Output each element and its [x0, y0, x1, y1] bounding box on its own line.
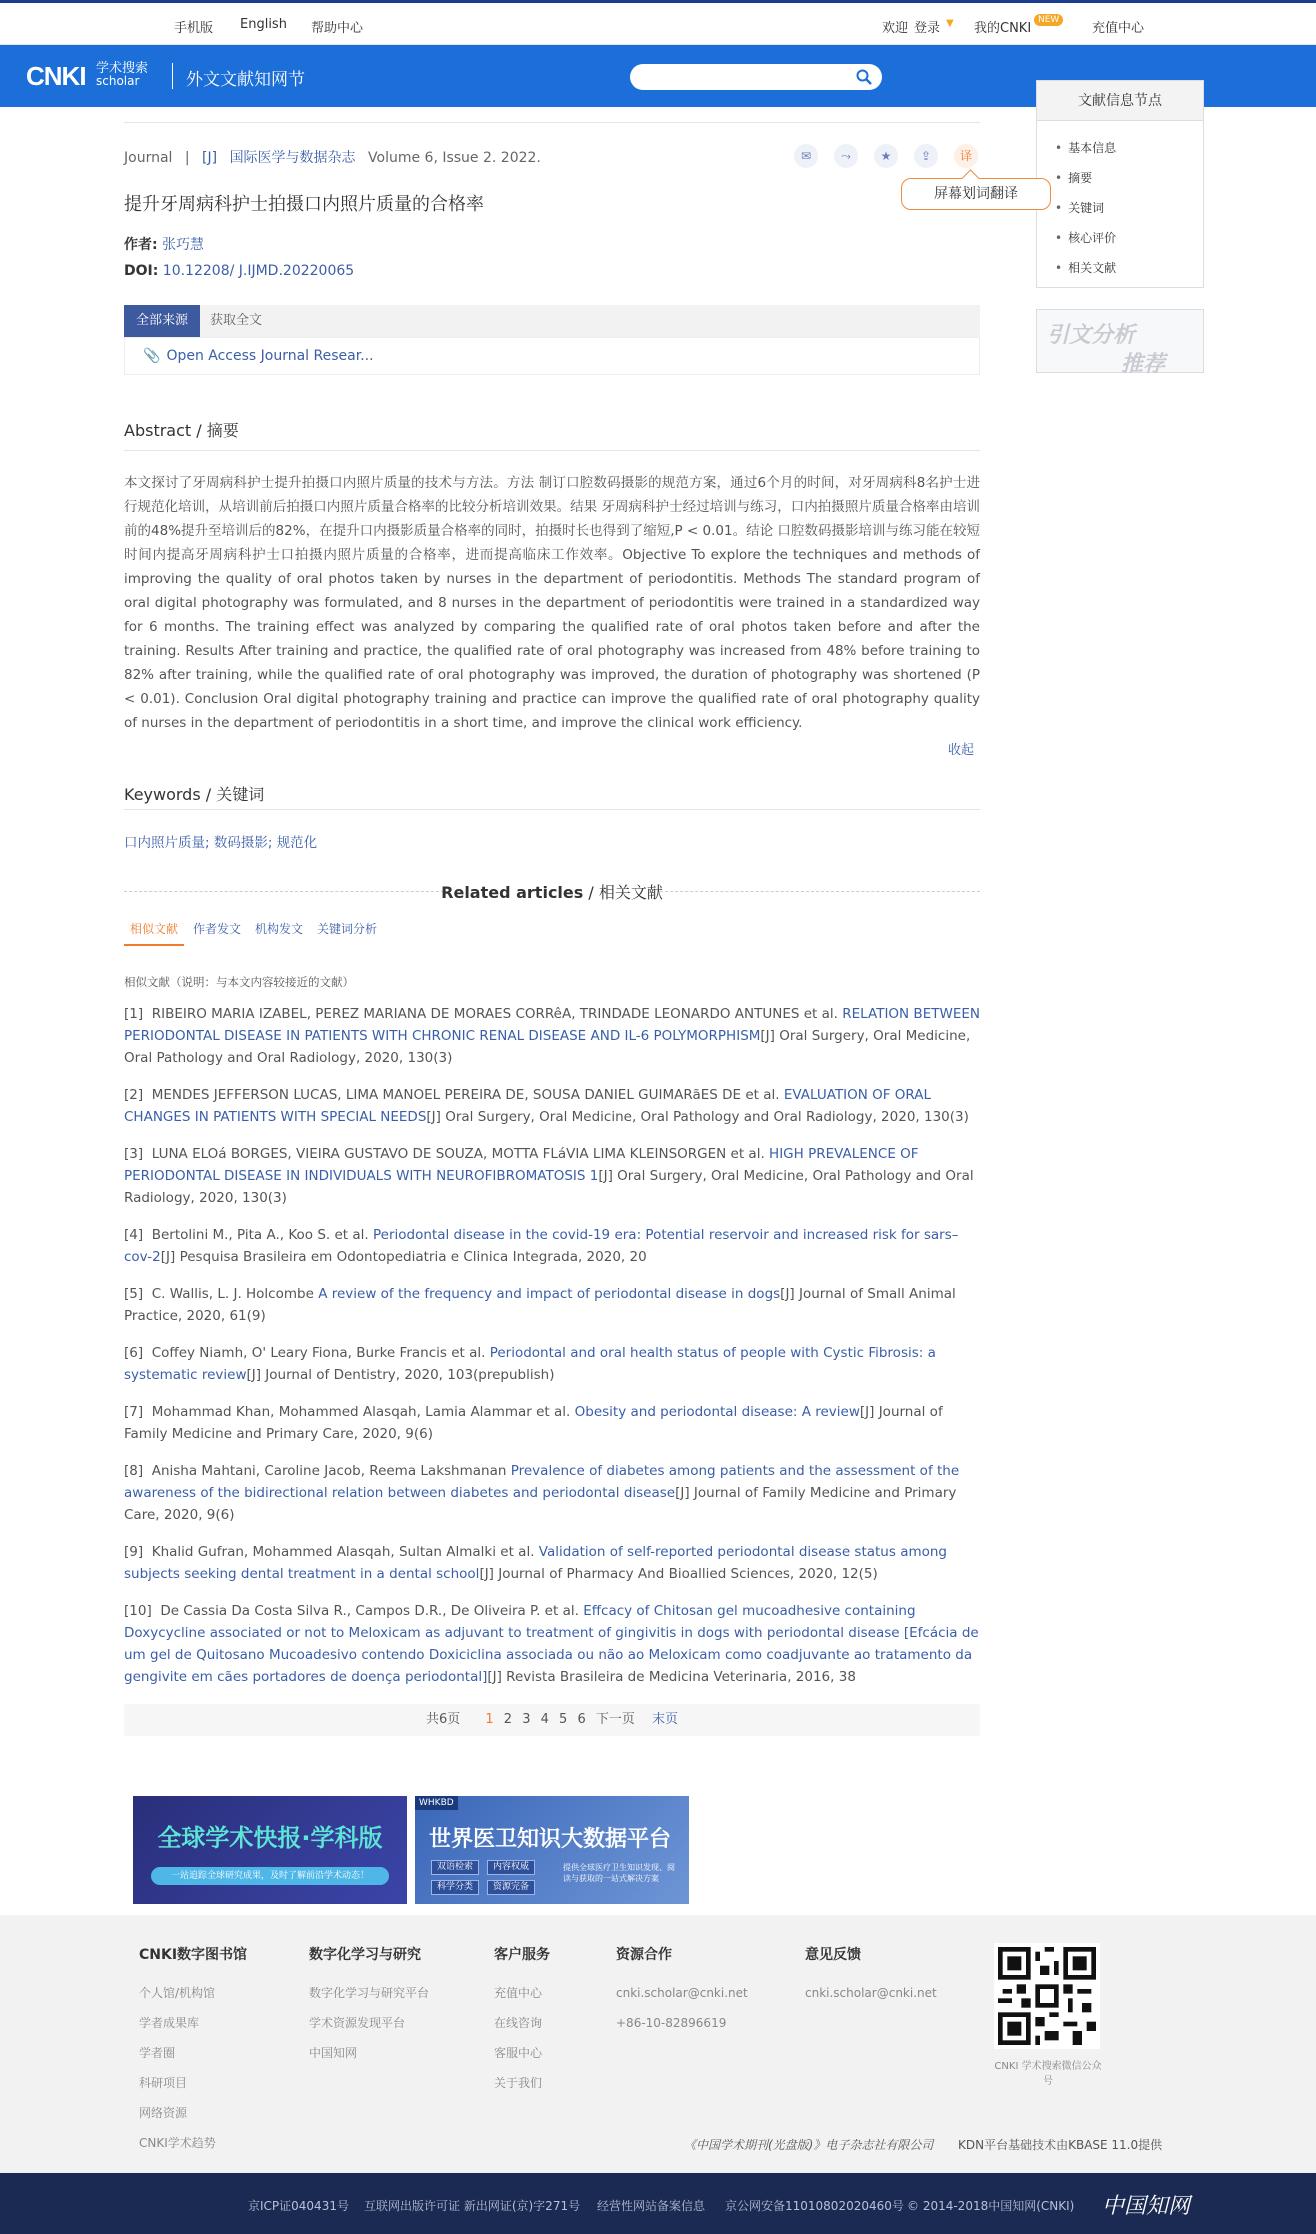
- author-label: 作者:: [124, 237, 158, 253]
- info-node-list: [1037, 121, 1203, 283]
- author-line: [124, 234, 980, 254]
- help-link[interactable]: 帮助中心: [311, 21, 364, 36]
- footer-link[interactable]: 学者圈: [139, 2046, 176, 2060]
- ref-number: [2]: [124, 1087, 144, 1103]
- footer-col-library: [139, 1944, 247, 2158]
- footer-col-service: [494, 1944, 550, 2098]
- footer-link[interactable]: 充值中心: [494, 1986, 543, 2000]
- footer-link[interactable]: 学者成果库: [139, 2016, 200, 2030]
- ref-number: [6]: [124, 1345, 144, 1361]
- search-icon[interactable]: [856, 69, 872, 85]
- mycnki-link[interactable]: 我的CNKI: [974, 21, 1032, 36]
- sidebar-item-keywords[interactable]: • 关键词: [1055, 193, 1203, 223]
- publisher-text: 《中国学术期刊(光盘版)》电子杂志社有限公司: [684, 2138, 934, 2152]
- ref-title-link[interactable]: Prevalence of diabetes among patients and the assessment of the awareness of the bidirectional relation between diabetes and periodontal disease: [124, 1463, 960, 1501]
- ref-authors: Coffey Niamh, O' Leary Fiona, Burke Francis et al.: [151, 1345, 486, 1361]
- cnki-logo[interactable]: CNKI: [26, 61, 86, 91]
- login-link[interactable]: 登录: [914, 21, 941, 36]
- footer-link[interactable]: 学术资源发现平台: [309, 2016, 406, 2030]
- related-heading: [124, 880, 980, 903]
- ref-number: [4]: [124, 1227, 144, 1243]
- ad1-title: 全球学术快报·学科版: [157, 1824, 383, 1852]
- logo-subtitle: [96, 62, 148, 88]
- issue-info: Volume 6, Issue 2. 2022.: [368, 150, 541, 166]
- footer-link[interactable]: 科研项目: [139, 2076, 188, 2090]
- ad2-chip: 科学分类: [431, 1880, 479, 1895]
- last-page-button[interactable]: 末页: [652, 1712, 679, 1727]
- footer-phone: +86-10-82896619: [616, 2016, 727, 2030]
- ref-number: [7]: [124, 1404, 144, 1420]
- ref-title-link[interactable]: Periodontal disease in the covid-19 era: Potential reservoir and increased risk for sars–cov-2: [124, 1227, 959, 1265]
- citation-banner-title: 引文分析: [1047, 323, 1136, 348]
- list-item: [124, 1003, 980, 1069]
- pagination: [124, 1704, 980, 1736]
- page-total: 共6页: [425, 1712, 461, 1727]
- ad1-subtitle: 一站追踪全球研究成果，及时了解前沿学术动态！: [151, 1867, 389, 1885]
- ref-title-link[interactable]: EVALUATION OF ORAL CHANGES IN PATIENTS WITH SPECIAL NEEDS: [124, 1087, 932, 1125]
- article-title: 提升牙周病科护士拍摄口内照片质量的合格率: [124, 194, 484, 215]
- footer: [0, 1915, 1316, 2173]
- ref-source: [J] Journal of Dentistry, 2020, 103(prepublish): [246, 1367, 555, 1383]
- related-heading-cn: / 相关文献: [583, 883, 663, 902]
- ad2-chip: 资源完备: [487, 1880, 535, 1895]
- ref-source: [J] Journal of Pharmacy And Bioallied Sciences, 2020, 12(5): [479, 1566, 878, 1582]
- wechat-qr-code: [994, 1943, 1100, 2049]
- ref-authors: Bertolini M., Pita A., Koo S. et al.: [151, 1227, 369, 1243]
- footer-heading: 资源合作: [616, 1947, 672, 1963]
- footer-email[interactable]: cnki.scholar@cnki.net: [616, 1986, 748, 2000]
- chevron-down-icon[interactable]: ▼: [946, 18, 954, 29]
- record-text[interactable]: 经营性网站备案信息: [597, 2199, 706, 2213]
- footer-heading: 数字化学习与研究: [309, 1947, 421, 1963]
- tab-institution[interactable]: 机构发文: [255, 922, 304, 936]
- doi-line: [124, 263, 980, 279]
- source-tabs: [124, 305, 980, 337]
- doi-link[interactable]: 10.12208/ J.IJMD.20220065: [162, 263, 355, 279]
- related-heading-en: Related articles: [441, 883, 584, 902]
- footer-link[interactable]: 在线咨询: [494, 2016, 543, 2030]
- footer-link[interactable]: 个人馆/机构馆: [139, 1986, 216, 2000]
- ad2-description: 提供全球医疗卫生知识发现、阅读与获取的一站式解决方案: [563, 1863, 675, 1883]
- footer-heading: 意见反馈: [805, 1947, 861, 1963]
- ref-authors: RIBEIRO MARIA IZABEL, PEREZ MARIANA DE MORAES CORRêA, TRINDADE LEONARDO ANTUNES et al.: [151, 1006, 838, 1022]
- article-tag: [J]: [202, 150, 218, 166]
- email-icon[interactable]: ✉: [794, 144, 818, 168]
- page-3[interactable]: 3: [522, 1712, 531, 1727]
- ref-source: [J] Oral Surgery, Oral Medicine, Oral Pathology and Oral Radiology, 2020, 130(3): [426, 1109, 969, 1125]
- abstract-heading: [124, 418, 980, 441]
- license-text[interactable]: 互联网出版许可证 新出网证(京)字271号: [364, 2199, 581, 2213]
- citation-analysis-banner[interactable]: [1036, 309, 1204, 377]
- ref-source: [J] Oral Surgery, Oral Medicine, Oral Pathology and Oral Radiology, 2020, 130(3): [124, 1028, 971, 1066]
- tab-similar[interactable]: 相似文献: [124, 920, 184, 946]
- page-5[interactable]: 5: [559, 1712, 568, 1727]
- ref-source: [J] Revista Brasileira de Medicina Veterinaria, 2016, 38: [487, 1669, 856, 1685]
- collapse-link[interactable]: 收起: [948, 743, 975, 758]
- footer-link[interactable]: 中国知网: [309, 2046, 358, 2060]
- list-item: [124, 1224, 980, 1268]
- ad2-chip: 内容权威: [487, 1860, 535, 1875]
- list-item: [124, 1401, 980, 1445]
- ref-source: [J] Journal of Small Animal Practice, 2020, 61(9): [124, 1286, 956, 1324]
- ref-number: [3]: [124, 1146, 144, 1162]
- ref-title-link[interactable]: HIGH PREVALENCE OF PERIODONTAL DISEASE IN INDIVIDUALS WITH NEUROFIBROMATOSIS 1: [124, 1146, 919, 1184]
- tab-full-text[interactable]: 获取全文: [210, 313, 263, 328]
- export-icon[interactable]: ⇪: [914, 144, 938, 168]
- ad2-tag: WHKBD: [415, 1796, 458, 1810]
- copyright-text: © 2014-2018中国知网(CNKI): [907, 2199, 1075, 2213]
- ad2-title: 世界医卫知识大数据平台: [429, 1827, 672, 1852]
- tab-author[interactable]: 作者发文: [193, 922, 242, 936]
- page-1[interactable]: 1: [485, 1712, 494, 1727]
- page-4[interactable]: 4: [540, 1712, 549, 1727]
- reference-list: [124, 1003, 980, 1703]
- source-link-text: Open Access Journal Resear...: [166, 348, 374, 364]
- list-item: [124, 1143, 980, 1209]
- ref-title-link[interactable]: RELATION BETWEEN PERIODONTAL DISEASE IN PATIENTS WITH CHRONIC RENAL DISEASE AND IL-6 POLYMORPHISM: [124, 1006, 980, 1044]
- keywords-heading-cn: / 关键词: [200, 785, 265, 804]
- citation-banner-sub-text: 推荐: [1121, 352, 1166, 377]
- ref-source: [J] Oral Surgery, Oral Medicine, Oral Pathology and Oral Radiology, 2020, 130(3): [124, 1168, 974, 1206]
- english-link[interactable]: English: [240, 17, 287, 32]
- footer-col-feedback: [805, 1944, 937, 2008]
- source-link[interactable]: [143, 348, 374, 364]
- sidebar-item-evaluation[interactable]: • 核心评价: [1055, 223, 1203, 253]
- new-badge: NEW: [1034, 14, 1063, 26]
- page-2[interactable]: 2: [503, 1712, 513, 1727]
- ref-title-link[interactable]: Periodontal and oral health status of people with Cystic Fibrosis: a systematic review: [124, 1345, 936, 1383]
- tab-keyword-analysis[interactable]: 关键词分析: [317, 922, 378, 936]
- ref-title-link[interactable]: A review of the frequency and impact of periodontal disease in dogs: [318, 1286, 781, 1302]
- keywords-heading: [124, 782, 980, 805]
- paperclip-icon: 📎: [143, 348, 161, 364]
- ref-number: [5]: [124, 1286, 144, 1302]
- footer-link[interactable]: 网络资源: [139, 2106, 188, 2120]
- footer-heading: 客户服务: [494, 1947, 550, 1963]
- info-node-panel: [1036, 80, 1204, 288]
- ref-authors: Khalid Gufran, Mohammed Alasqah, Sultan Almalki et al.: [151, 1544, 535, 1560]
- kbase-text: KDN平台基础技术由KBASE 11.0提供: [958, 2138, 1163, 2152]
- similar-note: 相似文献（说明：与本文内容较接近的文献）: [124, 975, 354, 989]
- citation-banner-sub: [1047, 347, 1193, 378]
- divider: [124, 122, 980, 123]
- ref-source: [J] Journal of Family Medicine and Primary Care, 2020, 9(6): [124, 1404, 943, 1442]
- list-item: [124, 1460, 980, 1526]
- medical-platform-banner[interactable]: [415, 1796, 689, 1904]
- ref-authors: De Cassia Da Costa Silva R., Campos D.R., De Oliveira P. et al.: [160, 1603, 579, 1619]
- info-node-heading: 文献信息节点: [1037, 81, 1203, 121]
- ref-number: [10]: [124, 1603, 152, 1619]
- welcome-text: 欢迎: [882, 21, 909, 36]
- next-page-button[interactable]: 下一页: [595, 1712, 635, 1727]
- tab-all-sources[interactable]: 全部来源: [124, 305, 200, 337]
- doi-label: DOI:: [124, 263, 159, 279]
- police-text[interactable]: 京公网安备11010802020460号: [725, 2199, 904, 2213]
- mobile-link[interactable]: 手机版: [174, 21, 214, 36]
- cnki-footer-logo[interactable]: 中国知网: [1102, 2194, 1191, 2219]
- share-icon[interactable]: ⤳: [834, 144, 858, 168]
- sidebar-item-basic[interactable]: • 基本信息: [1055, 133, 1203, 163]
- ref-source: [J] Journal of Family Medicine and Primary Care, 2020, 9(6): [124, 1485, 957, 1523]
- source-list: [124, 337, 980, 375]
- ref-authors: LUNA ELOá BORGES, VIEIRA GUSTAVO DE SOUZA, MOTTA FLáVIA LIMA KLEINSORGEN et al.: [151, 1146, 765, 1162]
- abstract-heading-en: Abstract: [124, 421, 192, 440]
- ad2-chip: 双语检索: [431, 1860, 479, 1875]
- recharge-link[interactable]: 充值中心: [1092, 21, 1145, 36]
- list-item: [124, 1541, 980, 1585]
- journal-link[interactable]: 国际医学与数据杂志: [229, 150, 356, 166]
- list-item: [124, 1600, 980, 1688]
- footer-link[interactable]: 客服中心: [494, 2046, 543, 2060]
- logo-sub-en: scholar: [96, 74, 140, 88]
- ref-authors: MENDES JEFFERSON LUCAS, LIMA MANOEL PEREIRA DE, SOUSA DANIEL GUIMARãES DE et al.: [151, 1087, 780, 1103]
- footer-col-cooperation: [616, 1944, 748, 2038]
- logo-divider: [172, 63, 173, 89]
- author-link[interactable]: 张巧慧: [162, 237, 205, 253]
- ref-number: [1]: [124, 1006, 144, 1022]
- ref-title-link[interactable]: Obesity and periodontal disease: A review: [574, 1404, 860, 1420]
- favorite-icon[interactable]: ★: [874, 144, 898, 168]
- icp-text[interactable]: 京ICP证040431号: [248, 2199, 349, 2213]
- footer-link[interactable]: 数字化学习与研究平台: [309, 1986, 430, 2000]
- translate-icon[interactable]: 译: [954, 144, 978, 168]
- ref-number: [9]: [124, 1544, 144, 1560]
- ref-authors: Anisha Mahtani, Caroline Jacob, Reema Lakshmanan: [151, 1463, 507, 1479]
- qr-caption: CNKI 学术搜索微信公众号: [994, 2061, 1102, 2087]
- copyright-bar: [0, 2173, 1316, 2234]
- footer-link[interactable]: CNKI学术趋势: [139, 2136, 216, 2150]
- top-bar: [0, 0, 1316, 45]
- ref-source: [J] Pesquisa Brasileira em Odontopediatria e Clinica Integrada, 2020, 20: [160, 1249, 647, 1265]
- abstract-text: 本文探讨了牙周病科护士提升拍摄口内照片质量的技术与方法。方法 制订口腔数码摄影的规范方案，通过6个月的时间，对牙周病科8名护士进行规范化培训，从培训前后拍摄口内照片质量合格率的比较分析培训效果。结果 牙周病科护士经过培训与练习，口内拍摄照片质量合格率由培训前的48%提升至培训后的82%，在提升口内摄影质量合格率的同时，拍摄时长也得到了缩短,P < 0.01。结论 口腔数码摄影培训与练习能在较短时间内提高牙周病科护士口拍摄内照片质量的合格率，进而提高临床工作效率。Objective To explore the techniques and methods of improving the quality of oral photos taken by nurses in the department of periodontitis. Methods The standard program of oral digital photography was formulated, and 8 nurses in the department of periodontitis were trained in a standardized way for 6 months. The training effect was analyzed by comparing the qualified rate of oral photos taken before and after the training. Results After training and practice, the qualified rate of oral photography was increased from 48% before training to 82% after training, while the qualified rate of oral photography was improved, the duration of photography was shortened (P < 0.01). Conclusion Oral digital photography training and practice can improve the qualified rate of oral photography quality of nurses in the department of periodontitis in a short time, and improve the clinical work efficiency.: [124, 475, 980, 731]
- list-item: [124, 1084, 980, 1128]
- keywords-list[interactable]: 口内照片质量; 数码摄影; 规范化: [124, 835, 318, 851]
- divider: [124, 809, 980, 810]
- abstract-heading-cn: / 摘要: [191, 421, 239, 440]
- sidebar-item-abstract[interactable]: • 摘要: [1055, 163, 1203, 193]
- footer-link[interactable]: 关于我们: [494, 2076, 543, 2090]
- article-type: Journal: [124, 150, 173, 166]
- academic-express-banner[interactable]: [133, 1796, 407, 1904]
- ref-title-link[interactable]: Effcacy of Chitosan gel mucoadhesive containing Doxycycline associated or not to Meloxicam as adjuvant to treatment of gingivitis in dogs with periodontal disease [Efcácia de um gel de Quitosano Mucoadesivo contendo Doxiciclina associada ou não ao Meloxicam como coadjuvante ao tratamento da gengivite em cães portadores de doença periodontal]: [124, 1603, 979, 1685]
- translate-tooltip: 屏幕划词翻译: [901, 178, 1051, 210]
- page-6[interactable]: 6: [577, 1712, 586, 1727]
- site-title: 外文文献知网节: [186, 70, 305, 90]
- ref-number: [8]: [124, 1463, 144, 1479]
- list-item: [124, 1342, 980, 1386]
- ref-authors: Mohammad Khan, Mohammed Alasqah, Lamia Alammar et al.: [151, 1404, 571, 1420]
- ref-title-link[interactable]: Validation of self-reported periodontal disease status among subjects seeking dental treatment in a dental school: [124, 1544, 948, 1582]
- footer-heading: CNKI数字图书馆: [139, 1947, 248, 1963]
- list-item: [124, 1283, 980, 1327]
- footer-col-learning: [309, 1944, 429, 2068]
- keywords-heading-en: Keywords: [124, 785, 201, 804]
- divider: [124, 450, 980, 451]
- ref-authors: C. Wallis, L. J. Holcombe: [151, 1286, 314, 1302]
- search-input[interactable]: [630, 64, 882, 90]
- footer-email[interactable]: cnki.scholar@cnki.net: [805, 1986, 937, 2000]
- meta-separator: |: [184, 150, 190, 166]
- logo-sub-cn: 学术搜索: [96, 61, 149, 76]
- sidebar-item-related[interactable]: • 相关文献: [1055, 253, 1203, 283]
